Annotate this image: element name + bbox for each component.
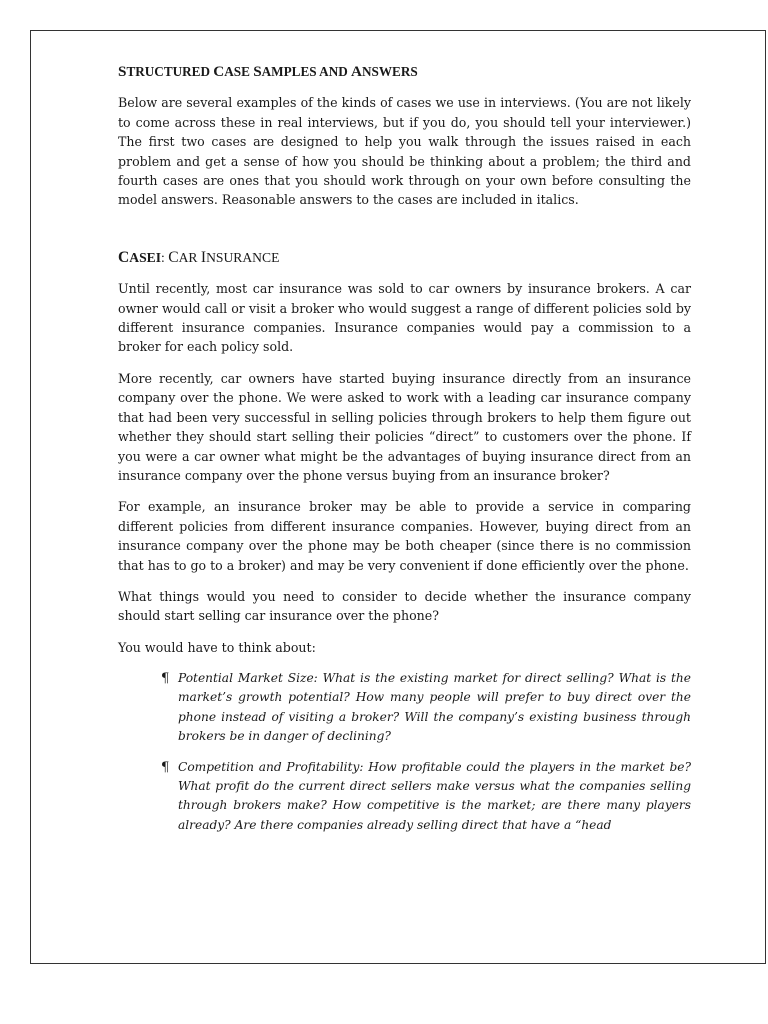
case-label: ASE (129, 249, 156, 265)
bullet-text: Competition and Profitability: How profitable could the players in the market be? What profit do the current direct sellers make versus what the companies selling through brokers make? How competitive is the market; are there many players already? Are there companies already selling direct that have a “head (178, 759, 691, 832)
case-paragraph: Until recently, most car insurance was sold to car owners by insurance brokers. A car owner would call or visit a broker who would suggest a range of different policies sold by different insurance companies. Insurance companies would pay a commission to a broker for each policy sold. (118, 281, 691, 355)
case-name-word: NSURANCE (206, 249, 280, 265)
title-word: NSWERS (362, 64, 418, 79)
bullet-text: Potential Market Size: What is the existing market for direct selling? What is the market’s growth potential? How many people will prefer to buy direct over the phone instead of visiting a broker? Will the company’s existing business through brokers be in danger of declining? (178, 671, 691, 743)
case-colon: : (161, 249, 165, 265)
title-initial: S (118, 63, 127, 80)
title-word: AMPLES AND (261, 64, 352, 79)
case-name-initial: C (168, 248, 179, 266)
case-paragraph: For example, an insurance broker may be able to provide a service in comparing different policies from different insurance companies. However, buying direct from an insurance company over the phone may be both cheaper (since there is no commission that has to go to a broker) and may be very convenient if done efficiently over the phone. (118, 499, 691, 573)
title-initial: A (351, 63, 363, 80)
case-name-word: AR (178, 249, 201, 265)
case-label-initial: C (118, 248, 130, 266)
document-body (118, 62, 691, 847)
list-item (161, 758, 691, 835)
case-heading (118, 248, 691, 267)
case-name-initial: I (200, 248, 207, 266)
case-number: I (155, 249, 162, 265)
consideration-list (118, 669, 691, 835)
case-paragraph: You would have to think about: (118, 639, 316, 655)
title-word: ASE (224, 64, 254, 79)
section-title (118, 62, 691, 81)
list-item (161, 669, 691, 746)
title-initial: C (213, 63, 225, 80)
case-paragraph: What things would you need to consider to decide whether the insurance company should start selling car insurance over the phone? (118, 588, 691, 624)
pilcrow-bullet-icon: ¶ (161, 671, 170, 687)
intro-paragraph: Below are several examples of the kinds of cases we use in interviews. (You are not likely to come across these in real interviews, but if you do, you should tell your interviewer.) The first two cases are designed to help you walk through the issues raised in each problem and get a sense of how you should be thinking about a problem; the third and fourth cases are ones that you should work through on your own before consulting the model answers. Reasonable answers to the cases are included in italics. (118, 95, 691, 208)
title-word: TRUCTURED (126, 64, 214, 79)
title-initial: S (253, 63, 262, 80)
pilcrow-bullet-icon: ¶ (161, 759, 170, 775)
case-paragraph: More recently, car owners have started buying insurance directly from an insurance company over the phone. We were asked to work with a leading car insurance company that had been very successful in selling policies through brokers to help them figure out whether they should start selling their policies “direct” to customers over the phone. If you were a car owner what might be the advantages of buying insurance direct from an insurance company over the phone versus buying from an insurance broker? (118, 370, 691, 483)
